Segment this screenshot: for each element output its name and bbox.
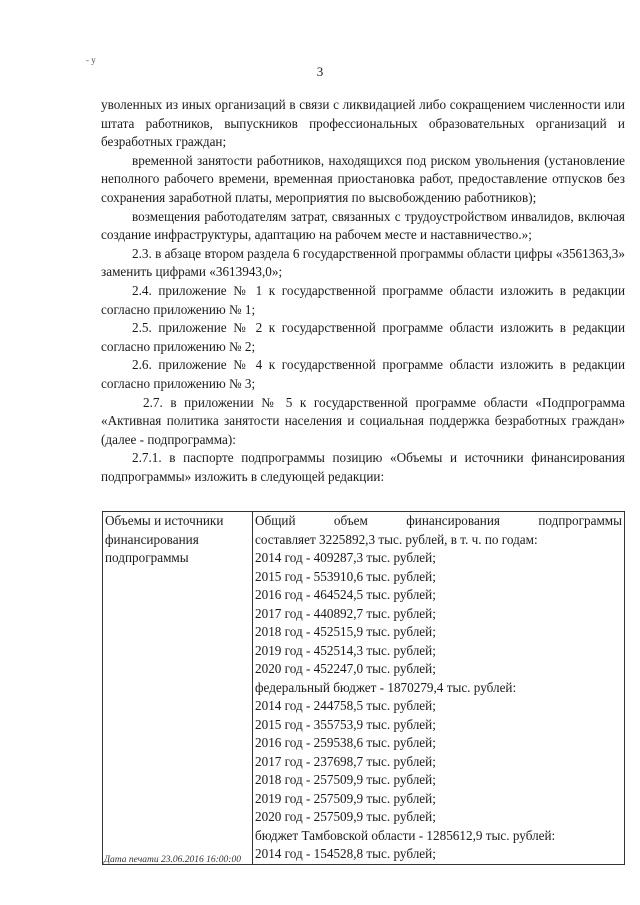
- funding-header-word: финансирования: [406, 513, 500, 528]
- funding-line: составляет 3225892,3 тыс. рублей, в т. ч. по годам:: [255, 531, 538, 547]
- funding-header-line: [255, 512, 622, 531]
- body-text: [101, 96, 625, 486]
- funding-label-cell: [103, 512, 253, 865]
- funding-header-word: подпрограммы: [538, 513, 622, 528]
- funding-header-word: объем: [333, 513, 368, 528]
- page-number: 3: [316, 64, 324, 79]
- corner-mark: - у: [86, 55, 96, 65]
- funding-table: [102, 511, 625, 865]
- funding-line: 2015 год - 355753,9 тыс. рублей;: [255, 716, 436, 732]
- funding-line: 2017 год - 237698,7 тыс. рублей;: [255, 753, 436, 769]
- funding-line: 2020 год - 257509,9 тыс. рублей;: [255, 809, 436, 824]
- funding-line: 2017 год - 440892,7 тыс. рублей;: [255, 605, 436, 621]
- funding-line: 2020 год - 452247,0 тыс. рублей;: [255, 661, 436, 676]
- paragraph: 2.4. приложение № 1 к государственной программе области изложить в редакции согласно приложению № 1;: [101, 282, 625, 317]
- funding-label: Объемы и источники финансирования подпрограммы: [105, 513, 224, 565]
- paragraph: возмещения работодателям затрат, связанных с трудоустройством инвалидов, включая создание инфраструктуры, адаптацию на рабочем месте и наставничество.»;: [101, 208, 625, 243]
- funding-line: 2014 год - 154528,8 тыс. рублей;: [255, 846, 436, 861]
- paragraph: 2.3. в абзаце втором раздела 6 государственной программы области цифры «3561363,3» заменить цифрами «3613943,0»;: [101, 245, 625, 280]
- funding-row: [103, 512, 625, 865]
- funding-line: 2015 год - 553910,6 тыс. рублей;: [255, 568, 436, 584]
- funding-line: 2018 год - 257509,9 тыс. рублей;: [255, 772, 436, 787]
- paragraph: 2.7. в приложении № 5 к государственной программе области «Подпрограмма «Активная политика занятости населения и социальная поддержка безработных граждан» (далее - подпрограмма):: [101, 394, 625, 447]
- funding-line: 2019 год - 257509,9 тыс. рублей;: [255, 790, 436, 806]
- funding-line: бюджет Тамбовской области - 1285612,9 тыс. рублей:: [255, 827, 556, 843]
- funding-line: 2016 год - 259538,6 тыс. рублей;: [255, 735, 436, 750]
- paragraph: 2.6. приложение № 4 к государственной программе области изложить в редакции согласно приложению № 3;: [101, 357, 625, 391]
- funding-header-word: Общий: [255, 513, 296, 528]
- paragraph: уволенных из иных организаций в связи с ликвидацией либо сокращением численности или штата работников, выпускников профессиональных образовательных организаций и безработных граждан;: [101, 97, 625, 150]
- funding-line: 2016 год - 464524,5 тыс. рублей;: [255, 587, 436, 602]
- paragraph: временной занятости работников, находящихся под риском увольнения (установление неполного рабочего времени, временная приостановка работ, предоставление отпусков без сохранения заработной платы, мероприятия по высвобождению работников);: [101, 152, 625, 205]
- funding-line: 2014 год - 409287,3 тыс. рублей;: [255, 550, 436, 565]
- print-date: Дата печати 23.06.2016 16:00:00: [104, 855, 241, 865]
- funding-line: 2014 год - 244758,5 тыс. рублей;: [255, 698, 436, 713]
- funding-content-cell: [253, 512, 625, 865]
- funding-lines: [255, 512, 622, 864]
- paragraph: 2.5. приложение № 2 к государственной программе области изложить в редакции согласно приложению № 2;: [101, 320, 625, 354]
- funding-line: 2018 год - 452515,9 тыс. рублей;: [255, 624, 436, 639]
- funding-line: 2019 год - 452514,3 тыс. рублей;: [255, 642, 436, 658]
- paragraph: 2.7.1. в паспорте подпрограммы позицию «Объемы и источники финансирования подпрограммы» изложить в следующей редакции:: [101, 450, 625, 484]
- funding-line: федеральный бюджет - 1870279,4 тыс. рублей:: [255, 679, 517, 695]
